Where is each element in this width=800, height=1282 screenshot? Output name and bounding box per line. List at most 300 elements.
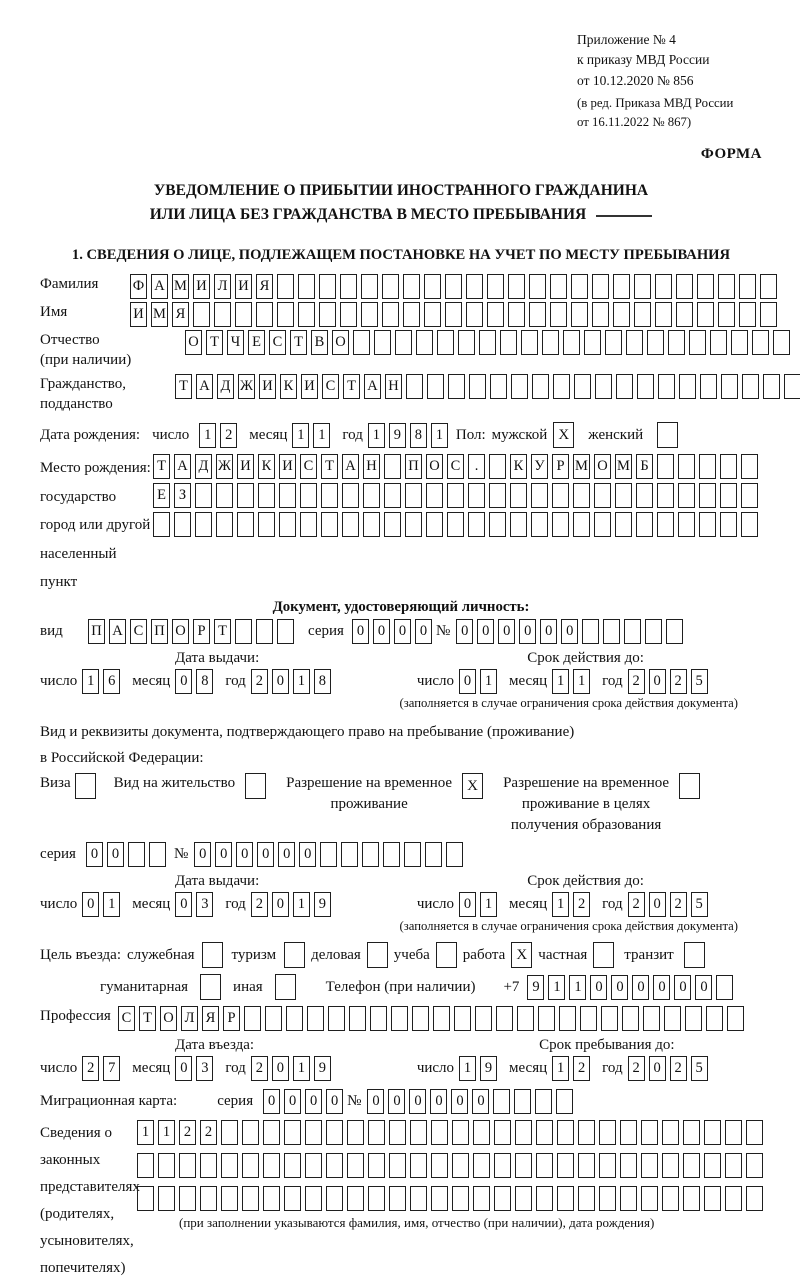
char-box[interactable] [636, 512, 653, 537]
char-box[interactable] [626, 330, 643, 355]
char-box[interactable] [741, 483, 758, 508]
doc-kind-input[interactable] [88, 619, 298, 644]
char-box[interactable]: 0 [394, 619, 411, 644]
char-box[interactable] [515, 1120, 532, 1145]
char-box[interactable] [494, 1153, 511, 1178]
char-box[interactable]: 5 [691, 892, 708, 917]
char-box[interactable] [685, 1006, 702, 1031]
char-box[interactable] [468, 512, 485, 537]
char-box[interactable] [535, 1089, 552, 1114]
char-box[interactable]: О [160, 1006, 177, 1031]
char-box[interactable] [389, 1186, 406, 1211]
char-box[interactable] [342, 483, 359, 508]
visa-checkbox[interactable] [75, 773, 96, 799]
char-box[interactable] [466, 302, 483, 327]
passport-expiry-month[interactable] [552, 669, 594, 694]
char-box[interactable] [517, 1006, 534, 1031]
char-box[interactable]: В [311, 330, 328, 355]
char-box[interactable] [613, 302, 630, 327]
char-box[interactable] [347, 1120, 364, 1145]
char-box[interactable]: Я [202, 1006, 219, 1031]
char-box[interactable] [149, 842, 166, 867]
char-box[interactable] [573, 512, 590, 537]
char-box[interactable] [473, 1153, 490, 1178]
surname-input[interactable] [130, 274, 781, 299]
char-box[interactable] [445, 302, 462, 327]
char-box[interactable] [307, 1006, 324, 1031]
char-box[interactable]: М [172, 274, 189, 299]
char-box[interactable] [594, 483, 611, 508]
char-box[interactable] [406, 374, 423, 399]
char-box[interactable] [683, 1120, 700, 1145]
char-box[interactable] [574, 374, 591, 399]
char-box[interactable]: У [531, 454, 548, 479]
birth-day-input[interactable] [199, 423, 241, 448]
char-box[interactable] [664, 1006, 681, 1031]
char-box[interactable]: 0 [305, 1089, 322, 1114]
char-box[interactable] [493, 1089, 510, 1114]
char-box[interactable] [410, 1120, 427, 1145]
purpose-tourism-checkbox[interactable] [284, 942, 305, 968]
char-box[interactable] [706, 1006, 723, 1031]
stay-until-year[interactable] [628, 1056, 712, 1081]
char-box[interactable] [613, 274, 630, 299]
char-box[interactable]: 0 [107, 842, 124, 867]
char-box[interactable]: 9 [314, 892, 331, 917]
char-box[interactable]: 2 [628, 1056, 645, 1081]
char-box[interactable]: 8 [196, 669, 213, 694]
birth-year-input[interactable] [368, 423, 452, 448]
char-box[interactable] [389, 1153, 406, 1178]
char-box[interactable] [510, 483, 527, 508]
residence-issue-year[interactable] [251, 892, 335, 917]
char-box[interactable]: 1 [368, 423, 385, 448]
char-box[interactable] [416, 330, 433, 355]
char-box[interactable] [320, 842, 337, 867]
char-box[interactable]: Я [172, 302, 189, 327]
char-box[interactable] [235, 619, 252, 644]
char-box[interactable]: О [185, 330, 202, 355]
char-box[interactable]: О [426, 454, 443, 479]
char-box[interactable] [487, 302, 504, 327]
char-box[interactable] [720, 483, 737, 508]
char-box[interactable] [446, 842, 463, 867]
char-box[interactable]: 1 [480, 892, 497, 917]
char-box[interactable] [599, 1120, 616, 1145]
char-box[interactable] [383, 842, 400, 867]
char-box[interactable] [531, 483, 548, 508]
char-box[interactable] [615, 483, 632, 508]
char-box[interactable] [578, 1120, 595, 1145]
char-box[interactable] [752, 330, 769, 355]
char-box[interactable]: Т [175, 374, 192, 399]
residence-series-input[interactable] [86, 842, 170, 867]
char-box[interactable] [637, 374, 654, 399]
char-box[interactable] [431, 1186, 448, 1211]
char-box[interactable] [374, 330, 391, 355]
char-box[interactable] [678, 512, 695, 537]
char-box[interactable]: 1 [158, 1120, 175, 1145]
char-box[interactable] [200, 1186, 217, 1211]
char-box[interactable]: Л [214, 274, 231, 299]
char-box[interactable]: Т [206, 330, 223, 355]
char-box[interactable]: 0 [649, 669, 666, 694]
char-box[interactable]: С [322, 374, 339, 399]
char-box[interactable]: Т [321, 454, 338, 479]
char-box[interactable] [746, 1120, 763, 1145]
char-box[interactable] [487, 274, 504, 299]
char-box[interactable] [384, 483, 401, 508]
passport-issue-month[interactable] [175, 669, 217, 694]
char-box[interactable] [676, 302, 693, 327]
char-box[interactable] [515, 1186, 532, 1211]
char-box[interactable]: Т [343, 374, 360, 399]
char-box[interactable]: 1 [569, 975, 586, 1000]
char-box[interactable] [340, 274, 357, 299]
char-box[interactable] [403, 274, 420, 299]
char-box[interactable] [263, 1120, 280, 1145]
char-box[interactable]: 9 [389, 423, 406, 448]
char-box[interactable] [349, 1006, 366, 1031]
char-box[interactable] [550, 274, 567, 299]
char-box[interactable] [679, 374, 696, 399]
char-box[interactable]: 0 [278, 842, 295, 867]
char-box[interactable] [382, 302, 399, 327]
char-box[interactable]: С [300, 454, 317, 479]
char-box[interactable]: 0 [415, 619, 432, 644]
purpose-business-checkbox[interactable] [367, 942, 388, 968]
char-box[interactable] [731, 330, 748, 355]
char-box[interactable] [195, 483, 212, 508]
passport-issue-day[interactable] [82, 669, 124, 694]
char-box[interactable]: С [130, 619, 147, 644]
char-box[interactable] [578, 1153, 595, 1178]
char-box[interactable] [704, 1120, 721, 1145]
char-box[interactable] [237, 483, 254, 508]
char-box[interactable] [616, 374, 633, 399]
char-box[interactable]: Е [153, 483, 170, 508]
char-box[interactable]: А [109, 619, 126, 644]
char-box[interactable]: 7 [103, 1056, 120, 1081]
char-box[interactable] [341, 842, 358, 867]
char-box[interactable] [200, 1153, 217, 1178]
char-box[interactable]: 0 [540, 619, 557, 644]
char-box[interactable] [620, 1153, 637, 1178]
representatives-line3[interactable] [137, 1186, 767, 1211]
char-box[interactable]: 0 [272, 892, 289, 917]
citizenship-input[interactable] [175, 374, 800, 399]
char-box[interactable] [727, 1006, 744, 1031]
char-box[interactable] [362, 842, 379, 867]
char-box[interactable]: А [342, 454, 359, 479]
char-box[interactable]: 0 [257, 842, 274, 867]
char-box[interactable] [529, 274, 546, 299]
char-box[interactable] [760, 302, 777, 327]
char-box[interactable]: 0 [632, 975, 649, 1000]
char-box[interactable]: О [332, 330, 349, 355]
char-box[interactable]: 1 [552, 892, 569, 917]
char-box[interactable]: 1 [199, 423, 216, 448]
char-box[interactable]: 1 [459, 1056, 476, 1081]
entry-year[interactable] [251, 1056, 335, 1081]
char-box[interactable]: 5 [691, 669, 708, 694]
char-box[interactable]: 2 [670, 1056, 687, 1081]
char-box[interactable] [424, 274, 441, 299]
char-box[interactable] [536, 1120, 553, 1145]
char-box[interactable] [489, 483, 506, 508]
char-box[interactable] [258, 483, 275, 508]
char-box[interactable] [277, 302, 294, 327]
char-box[interactable] [716, 975, 733, 1000]
char-box[interactable] [741, 454, 758, 479]
residence-number-input[interactable] [194, 842, 467, 867]
entry-month[interactable] [175, 1056, 217, 1081]
char-box[interactable] [405, 483, 422, 508]
char-box[interactable] [389, 1120, 406, 1145]
purpose-study-checkbox[interactable] [436, 942, 457, 968]
char-box[interactable] [300, 483, 317, 508]
char-box[interactable] [636, 483, 653, 508]
char-box[interactable]: И [301, 374, 318, 399]
char-box[interactable]: 0 [194, 842, 211, 867]
char-box[interactable] [511, 374, 528, 399]
char-box[interactable] [319, 274, 336, 299]
char-box[interactable]: 2 [179, 1120, 196, 1145]
char-box[interactable] [193, 302, 210, 327]
char-box[interactable] [265, 1006, 282, 1031]
char-box[interactable] [305, 1120, 322, 1145]
char-box[interactable] [256, 619, 273, 644]
char-box[interactable] [542, 330, 559, 355]
char-box[interactable]: 8 [410, 423, 427, 448]
char-box[interactable] [500, 330, 517, 355]
phone-input[interactable] [527, 975, 737, 1000]
char-box[interactable] [437, 330, 454, 355]
char-box[interactable] [284, 1186, 301, 1211]
char-box[interactable] [361, 274, 378, 299]
char-box[interactable]: 2 [573, 1056, 590, 1081]
char-box[interactable] [603, 619, 620, 644]
char-box[interactable]: Д [195, 454, 212, 479]
char-box[interactable] [445, 274, 462, 299]
char-box[interactable] [458, 330, 475, 355]
char-box[interactable] [473, 1186, 490, 1211]
name-input[interactable] [130, 302, 781, 327]
char-box[interactable] [580, 1006, 597, 1031]
char-box[interactable] [739, 274, 756, 299]
char-box[interactable]: 0 [373, 619, 390, 644]
char-box[interactable] [342, 512, 359, 537]
char-box[interactable] [699, 512, 716, 537]
char-box[interactable] [718, 302, 735, 327]
char-box[interactable] [662, 1186, 679, 1211]
char-box[interactable] [475, 1006, 492, 1031]
purpose-private-checkbox[interactable] [593, 942, 614, 968]
char-box[interactable]: 0 [284, 1089, 301, 1114]
char-box[interactable] [473, 1120, 490, 1145]
char-box[interactable] [599, 1186, 616, 1211]
char-box[interactable] [678, 454, 695, 479]
char-box[interactable]: 2 [220, 423, 237, 448]
char-box[interactable] [179, 1186, 196, 1211]
char-box[interactable]: Е [248, 330, 265, 355]
char-box[interactable] [634, 274, 651, 299]
char-box[interactable] [277, 619, 294, 644]
char-box[interactable] [532, 374, 549, 399]
char-box[interactable]: 1 [552, 1056, 569, 1081]
char-box[interactable] [277, 274, 294, 299]
char-box[interactable] [427, 374, 444, 399]
char-box[interactable] [363, 512, 380, 537]
stay-until-month[interactable] [552, 1056, 594, 1081]
char-box[interactable]: 0 [459, 669, 476, 694]
char-box[interactable]: 0 [352, 619, 369, 644]
char-box[interactable]: 1 [480, 669, 497, 694]
char-box[interactable]: 2 [670, 669, 687, 694]
char-box[interactable]: Р [193, 619, 210, 644]
residence-expiry-day[interactable] [459, 892, 501, 917]
char-box[interactable]: И [259, 374, 276, 399]
char-box[interactable] [326, 1153, 343, 1178]
char-box[interactable]: 1 [293, 669, 310, 694]
char-box[interactable] [258, 512, 275, 537]
char-box[interactable] [641, 1153, 658, 1178]
char-box[interactable] [689, 330, 706, 355]
char-box[interactable] [739, 302, 756, 327]
char-box[interactable]: 0 [561, 619, 578, 644]
char-box[interactable] [284, 1153, 301, 1178]
char-box[interactable] [284, 1120, 301, 1145]
char-box[interactable]: 0 [388, 1089, 405, 1114]
char-box[interactable] [668, 330, 685, 355]
char-box[interactable] [742, 374, 759, 399]
char-box[interactable] [508, 274, 525, 299]
char-box[interactable] [760, 274, 777, 299]
char-box[interactable] [784, 374, 800, 399]
char-box[interactable] [634, 302, 651, 327]
char-box[interactable] [521, 330, 538, 355]
char-box[interactable]: Т [214, 619, 231, 644]
char-box[interactable] [242, 1153, 259, 1178]
char-box[interactable] [454, 1006, 471, 1031]
char-box[interactable]: Ч [227, 330, 244, 355]
char-box[interactable] [678, 483, 695, 508]
char-box[interactable]: О [594, 454, 611, 479]
char-box[interactable] [395, 330, 412, 355]
doc-number-input[interactable] [456, 619, 687, 644]
char-box[interactable] [773, 330, 790, 355]
passport-expiry-year[interactable] [628, 669, 712, 694]
char-box[interactable]: 1 [137, 1120, 154, 1145]
char-box[interactable]: Р [552, 454, 569, 479]
entry-day[interactable] [82, 1056, 124, 1081]
char-box[interactable]: 0 [477, 619, 494, 644]
char-box[interactable] [529, 302, 546, 327]
char-box[interactable] [655, 302, 672, 327]
passport-expiry-day[interactable] [459, 669, 501, 694]
char-box[interactable]: 1 [292, 423, 309, 448]
char-box[interactable] [347, 1153, 364, 1178]
char-box[interactable]: 2 [251, 669, 268, 694]
char-box[interactable] [195, 512, 212, 537]
char-box[interactable] [725, 1120, 742, 1145]
char-box[interactable] [559, 1006, 576, 1031]
char-box[interactable] [592, 302, 609, 327]
char-box[interactable]: 0 [653, 975, 670, 1000]
char-box[interactable] [515, 1153, 532, 1178]
char-box[interactable]: 0 [590, 975, 607, 1000]
char-box[interactable]: 2 [251, 892, 268, 917]
char-box[interactable]: О [172, 619, 189, 644]
char-box[interactable] [298, 274, 315, 299]
char-box[interactable]: 1 [293, 892, 310, 917]
char-box[interactable]: Ж [216, 454, 233, 479]
char-box[interactable] [720, 454, 737, 479]
purpose-official-checkbox[interactable] [202, 942, 223, 968]
char-box[interactable] [452, 1186, 469, 1211]
char-box[interactable] [368, 1120, 385, 1145]
char-box[interactable] [279, 483, 296, 508]
char-box[interactable]: Т [290, 330, 307, 355]
char-box[interactable] [704, 1186, 721, 1211]
char-box[interactable] [718, 274, 735, 299]
char-box[interactable] [657, 483, 674, 508]
char-box[interactable] [382, 274, 399, 299]
char-box[interactable] [298, 302, 315, 327]
char-box[interactable]: 0 [409, 1089, 426, 1114]
purpose-work-checkbox[interactable]: X [511, 942, 532, 968]
char-box[interactable] [448, 374, 465, 399]
char-box[interactable] [641, 1186, 658, 1211]
char-box[interactable]: 0 [175, 669, 192, 694]
char-box[interactable]: К [510, 454, 527, 479]
char-box[interactable]: К [258, 454, 275, 479]
char-box[interactable]: 0 [175, 892, 192, 917]
char-box[interactable]: 0 [82, 892, 99, 917]
migration-number-input[interactable] [367, 1089, 577, 1114]
char-box[interactable]: Д [217, 374, 234, 399]
char-box[interactable]: 0 [649, 1056, 666, 1081]
migration-series-input[interactable] [263, 1089, 347, 1114]
char-box[interactable]: А [364, 374, 381, 399]
char-box[interactable] [404, 842, 421, 867]
char-box[interactable] [624, 619, 641, 644]
stay-until-day[interactable] [459, 1056, 501, 1081]
char-box[interactable]: 0 [272, 1056, 289, 1081]
char-box[interactable] [605, 330, 622, 355]
temp-residence-checkbox[interactable]: X [462, 773, 483, 799]
char-box[interactable]: И [279, 454, 296, 479]
char-box[interactable] [370, 1006, 387, 1031]
char-box[interactable] [725, 1153, 742, 1178]
temp-residence-education-checkbox[interactable] [679, 773, 700, 799]
char-box[interactable]: 0 [451, 1089, 468, 1114]
residence-issue-day[interactable] [82, 892, 124, 917]
char-box[interactable] [697, 302, 714, 327]
char-box[interactable] [557, 1120, 574, 1145]
char-box[interactable] [557, 1153, 574, 1178]
char-box[interactable] [391, 1006, 408, 1031]
char-box[interactable] [557, 1186, 574, 1211]
char-box[interactable]: А [151, 274, 168, 299]
char-box[interactable] [179, 1153, 196, 1178]
char-box[interactable] [676, 274, 693, 299]
char-box[interactable]: А [174, 454, 191, 479]
char-box[interactable] [592, 274, 609, 299]
char-box[interactable] [615, 512, 632, 537]
char-box[interactable]: 2 [251, 1056, 268, 1081]
char-box[interactable] [447, 512, 464, 537]
